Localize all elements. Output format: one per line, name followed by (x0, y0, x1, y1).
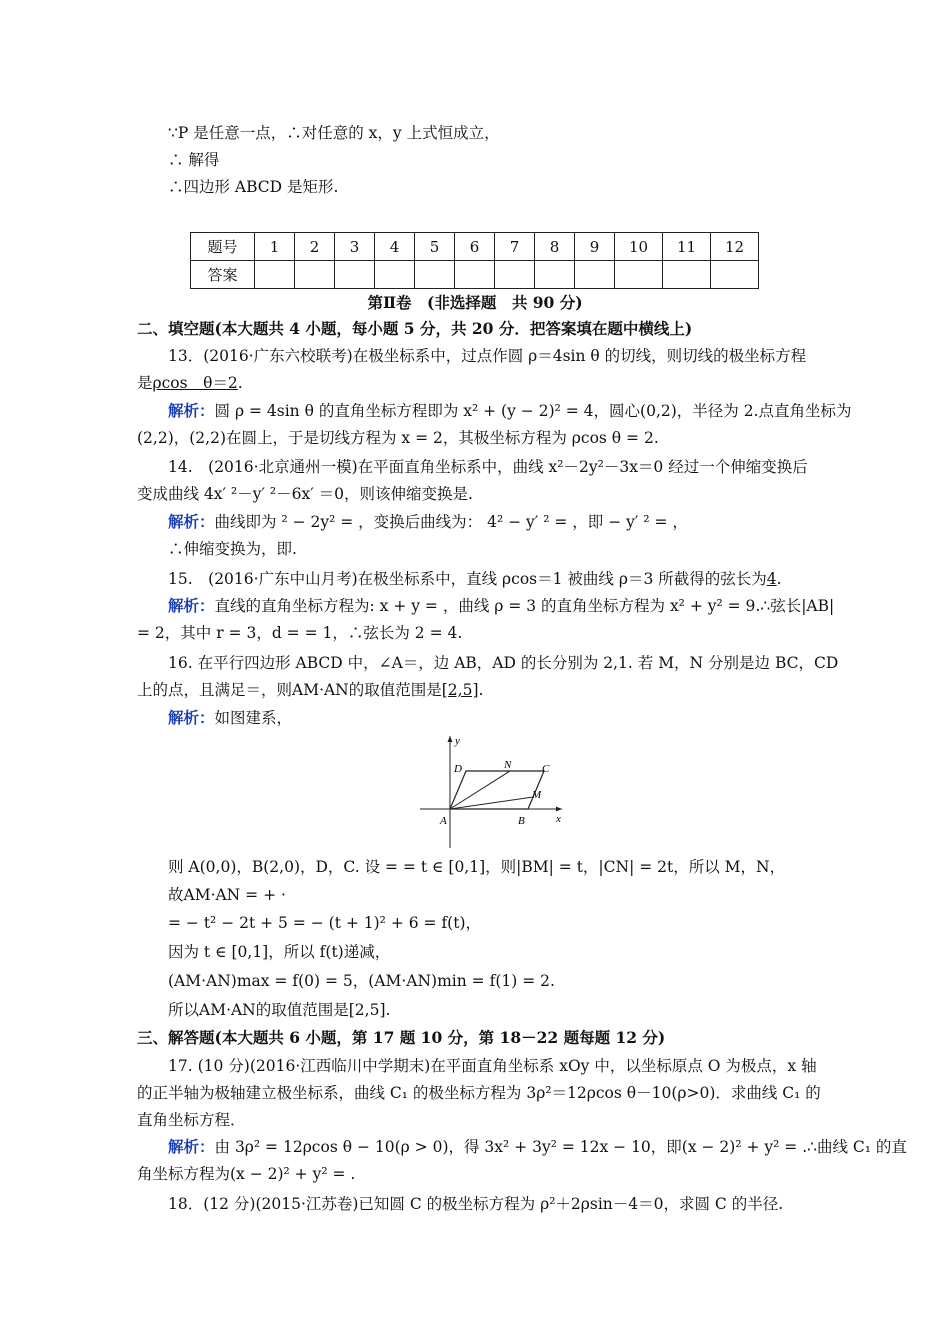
q13-answer: ρcos θ＝2 (152, 374, 238, 392)
answer-table-answer-row (191, 261, 759, 289)
answer-cell[interactable] (255, 261, 295, 289)
q17-solution-text: 由 3ρ² = 12ρcos θ − 10(ρ > 0)，得 3x² + 3y² = 12x − 10，即(x − 2)² + y² = .∴曲线 C₁ 的直 (214, 1138, 907, 1156)
q18-line-1: 18．(12 分)(2015·江苏卷)已知圆 C 的极坐标方程为 ρ²＋2ρsin－4＝0，求圆 C 的半径. (168, 1195, 784, 1213)
answer-cell[interactable] (455, 261, 495, 289)
q16-line-1: 16. 在平行四边形 ABCD 中，∠A＝，边 AB，AD 的长分别为 2,1. 若 M，N 分别是边 BC，CD (168, 654, 839, 672)
intro-line-2: ∴ 解得 (168, 151, 220, 169)
q13-solution-line-1 (168, 400, 852, 422)
q17-line-1: 17. (10 分)(2016·江西临川中学期末)在平面直角坐标系 xOy 中，以坐标原点 O 为极点，x 轴 (168, 1057, 817, 1075)
answer-table-number: 8 (535, 233, 575, 261)
q15-solution-line-1 (168, 595, 848, 617)
q16-step-3: = − t² − 2t + 5 = − (t + 1)² + 6 = f(t)， (168, 914, 482, 932)
q16-step-2: 故AM·AN = + · (168, 886, 286, 904)
answer-cell[interactable] (711, 261, 759, 289)
q15-answer: 4 (766, 570, 777, 588)
answer-table-number: 1 (255, 233, 295, 261)
solution-label: 解析： (168, 512, 215, 531)
q16-step-5: (AM·AN)max = f(0) = 5，(AM·AN)min = f(1) = 2. (168, 972, 555, 990)
q13-line-1: 13．(2016·广东六校联考)在极坐标系中，过点作圆 ρ＝4sin θ 的切线，则切线的极坐标方程 (168, 347, 807, 365)
q16-step-1: 则 A(0,0)，B(2,0)，D，C. 设 = = t ∈ [0,1]，则|BM| = t，|CN| = 2t，所以 M，N， (168, 858, 786, 876)
label-m: M (532, 789, 542, 801)
answer-table-number: 9 (575, 233, 615, 261)
q16-answer: [2,5] (441, 681, 479, 699)
answer-table-number: 5 (415, 233, 455, 261)
answer-table-header-label: 题号 (191, 233, 255, 261)
answer-cell[interactable] (295, 261, 335, 289)
q13-solution-line-2: (2,2)，(2,2)在圆上，于是切线方程为 x = 2，其极坐标方程为 ρcos θ = 2. (137, 429, 659, 447)
intro-line-1: ∵P 是任意一点，∴对任意的 x，y 上式恒成立， (168, 124, 500, 142)
answer-table-number: 7 (495, 233, 535, 261)
q15-suffix: . (776, 570, 782, 588)
answer-cell[interactable] (495, 261, 535, 289)
q16-prefix: 上的点，且满足＝，则AM·AN的取值范围是 (137, 681, 442, 699)
label-c: C (542, 763, 550, 775)
solve-heading: 三、解答题(本大题共 6 小题，第 17 题 10 分，第 18－22 题每题 12 分) (137, 1028, 666, 1047)
q16-line-2 (137, 679, 817, 701)
q17-solution-line-1 (168, 1136, 907, 1158)
q15-prefix: 15. (2016·广东中山月考)在极坐标系中，直线 ρcos＝1 被曲线 ρ＝3 所截得的弦长为 (168, 570, 767, 588)
q16-step-4: 因为 t ∈ [0,1]，所以 f(t)递减， (168, 943, 391, 961)
answer-cell[interactable] (663, 261, 711, 289)
q16-solution-line-1 (168, 707, 848, 729)
y-axis-arrow-icon (448, 736, 453, 742)
intro-line-3: ∴四边形 ABCD 是矩形. (168, 178, 339, 196)
answer-cell[interactable] (335, 261, 375, 289)
solution-label: 解析： (168, 1137, 215, 1156)
answer-cell[interactable] (375, 261, 415, 289)
label-d: D (454, 763, 462, 775)
segment-an (450, 771, 510, 809)
label-x: x (556, 813, 561, 825)
q16-suffix: . (478, 681, 484, 699)
q15-solution-line-2: = 2，其中 r = 3，d = = 1，∴弦长为 2 = 4. (137, 624, 463, 642)
q14-solution-line-2: ∴伸缩变换为，即. (168, 540, 297, 558)
label-a: A (440, 815, 447, 827)
answer-table (190, 232, 759, 289)
answer-table-number: 3 (335, 233, 375, 261)
answer-table-number: 11 (663, 233, 711, 261)
parallelogram-abcd (450, 771, 544, 809)
parallelogram-coordinate-figure (416, 732, 566, 848)
q14-solution-text: 曲线即为 ² − 2y² = ，变换后曲线为： 4² − y′ ² = ，即 − y′ ² = ， (214, 513, 688, 531)
label-b: B (518, 815, 525, 827)
solution-label: 解析： (168, 401, 215, 420)
q15-solution-text: 直线的直角坐标方程为: x + y = ，曲线 ρ = 3 的直角坐标方程为 x² + y² = 9.∴弦长|AB| (214, 597, 835, 615)
answer-table-number: 6 (455, 233, 495, 261)
label-n: N (504, 759, 512, 771)
answer-cell[interactable] (415, 261, 455, 289)
answer-table-header-row (191, 233, 759, 261)
q13-prefix: 是 (137, 374, 153, 392)
q13-line-2 (137, 372, 817, 394)
q17-solution-line-2: 角坐标方程为(x − 2)² + y² = . (137, 1165, 356, 1183)
answer-table-number: 4 (375, 233, 415, 261)
solution-label: 解析： (168, 708, 215, 727)
section-2-title: 第Ⅱ卷 (非选择题 共 90 分) (367, 293, 583, 312)
q15-line-1 (168, 568, 848, 590)
q16-step-6: 所以AM·AN的取值范围是[2,5]. (168, 1001, 391, 1019)
q14-line-2: 变成曲线 4x′ ²－y′ ²－6x′ ＝0，则该伸缩变换是. (137, 485, 473, 503)
answer-table-number: 2 (295, 233, 335, 261)
answer-table-answer-label: 答案 (191, 261, 255, 289)
q14-solution-line-1 (168, 511, 848, 533)
x-axis-arrow-icon (556, 807, 562, 812)
q13-suffix: . (237, 374, 243, 392)
solution-label: 解析： (168, 596, 215, 615)
answer-cell[interactable] (615, 261, 663, 289)
answer-cell[interactable] (535, 261, 575, 289)
q14-line-1: 14. (2016·北京通州一模)在平面直角坐标系中，曲线 x²－2y²－3x＝0 经过一个伸缩变换后 (168, 458, 808, 476)
segment-am (450, 797, 533, 809)
answer-cell[interactable] (575, 261, 615, 289)
answer-table-number: 10 (615, 233, 663, 261)
q17-line-3: 直角坐标方程． (137, 1111, 246, 1129)
label-y: y (455, 735, 460, 747)
fill-in-heading: 二、填空题(本大题共 4 小题，每小题 5 分，共 20 分．把答案填在题中横线上) (137, 319, 693, 338)
answer-table-number: 12 (711, 233, 759, 261)
q17-line-2: 的正半轴为极轴建立极坐标系，曲线 C₁ 的极坐标方程为 3ρ²＝12ρcos θ－10(ρ>0)．求曲线 C₁ 的 (137, 1084, 821, 1102)
q16-solution-text: 如图建系， (214, 709, 293, 727)
q13-solution-text: 圆 ρ = 4sin θ 的直角坐标方程即为 x² + (y − 2)² = 4，圆心(0,2)，半径为 2.点直角坐标为 (214, 402, 852, 420)
